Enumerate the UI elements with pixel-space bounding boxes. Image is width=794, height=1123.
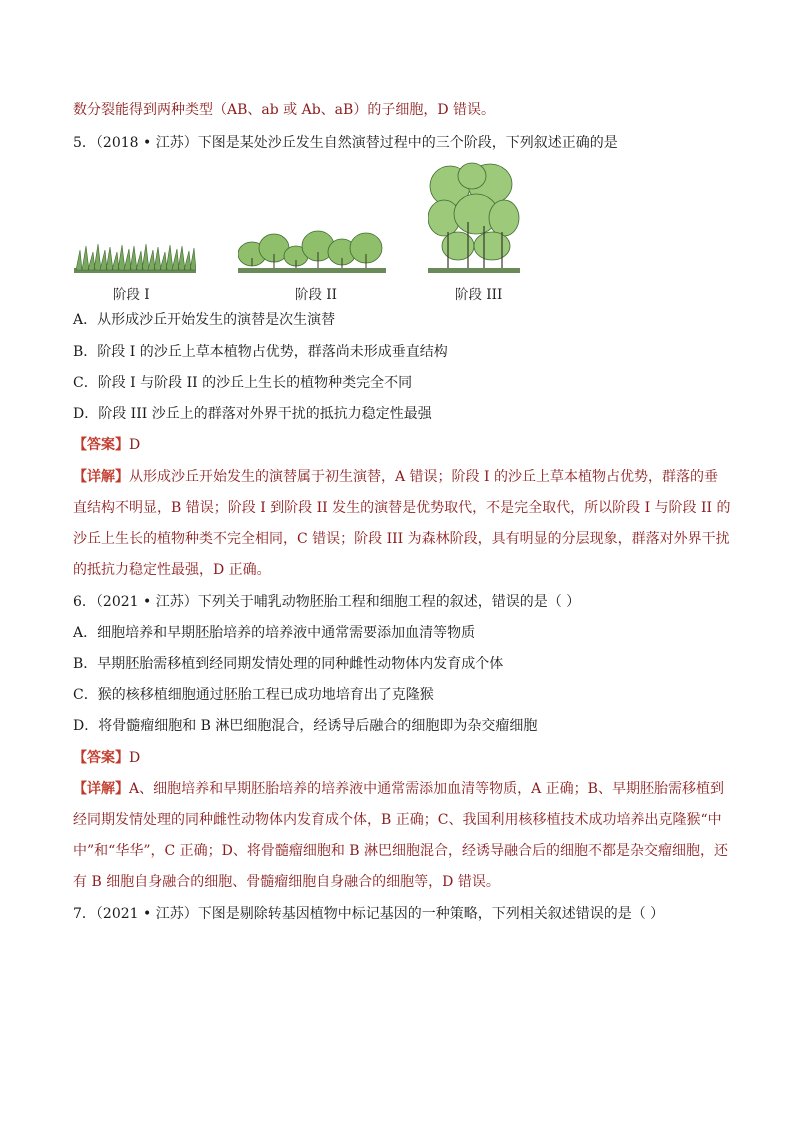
answer-tag: 【答案】 [73,437,129,453]
caption-stage-1: 阶段 I [113,287,150,303]
explanation-text: 从形成沙丘开始发生的演替属于初生演替，A 错误；阶段 I 的沙丘上草本植物占优势，群落的垂 [129,469,718,485]
answer-5 [73,435,140,455]
explanation-5-line-4: 的抵抗力稳定性最强，D 正确。 [73,562,271,578]
option-5a: A．从形成沙丘开始发生的演替是次生演替 [73,312,336,328]
explanation-5-line-1 [73,467,718,487]
question-5: 5．（2018 • 江苏）下图是某处沙丘发生自然演替过程中的三个阶段，下列叙述正确的是 [73,135,618,151]
option-6c: C．猴的核移植细胞通过胚胎工程已成功地培育出了克隆猴 [73,687,434,703]
explanation-5-line-2: 直结构不明显，B 错误；阶段 I 到阶段 II 发生的演替是优势取代，不是完全取代，所以阶段 I 与阶段 II 的 [73,500,731,516]
option-5b: B．阶段 I 的沙丘上草本植物占优势，群落尚未形成垂直结构 [73,344,448,360]
answer-value: D [129,750,141,766]
explanation-tag: 【详解】 [73,469,129,485]
option-6d: D．将骨髓瘤细胞和 B 淋巴细胞混合，经诱导后融合的细胞即为杂交瘤细胞 [73,718,538,734]
option-6b: B．早期胚胎需移植到经同期发情处理的同种雌性动物体内发育成个体 [73,656,504,672]
answer-6 [73,748,140,768]
explanation-6-line-3: 中”和“华华”，C 正确；D、将骨髓瘤细胞和 B 淋巴细胞混合，经诱导融合后的细胞不都是杂交瘤细胞，还 [73,843,729,859]
option-5d: D．阶段 III 沙丘上的群落对外界干扰的抵抗力稳定性最强 [73,406,432,422]
explanation-6-line-4: 有 B 细胞自身融合的细胞、骨髓瘤细胞自身融合的细胞等，D 错误。 [73,874,500,890]
stage-2-illustration [238,222,386,274]
explanation-6-line-2: 经同期发情处理的同种雌性动物体内发育成个体，B 正确；C、我国利用核移植技术成功培养出克隆猴“中 [73,812,722,828]
caption-stage-2: 阶段 II [295,287,337,303]
stage-1-illustration [74,240,196,274]
option-5c: C．阶段 I 与阶段 II 的沙丘上生长的植物种类完全不同 [73,375,413,391]
explanation-tag: 【详解】 [73,781,129,797]
question-7: 7．（2021 • 江苏）下图是剔除转基因植物中标记基因的一种策略，下列相关叙述错误的是（ ） [73,906,665,922]
explanation-text: A、细胞培养和早期胚胎培养的培养液中通常需添加血清等物质，A 正确；B、早期胚胎需移植到 [129,781,724,797]
explanation-6-line-1 [73,779,724,799]
answer-value: D [129,437,141,453]
explanation-5-line-3: 沙丘上生长的植物种类不完全相同，C 错误；阶段 III 为森林阶段，具有明显的分层现象，群落对外界干扰 [73,531,730,547]
caption-stage-3: 阶段 III [455,287,503,303]
text-line: 数分裂能得到两种类型（AB、ab 或 Ab、aB）的子细胞，D 错误。 [73,102,495,118]
answer-tag: 【答案】 [73,750,129,766]
stage-3-illustration [428,162,520,274]
option-6a: A．细胞培养和早期胚胎培养的培养液中通常需要添加血清等物质 [73,625,476,641]
question-6: 6．（2021 • 江苏）下列关于哺乳动物胚胎工程和细胞工程的叙述，错误的是（ ） [73,594,581,610]
